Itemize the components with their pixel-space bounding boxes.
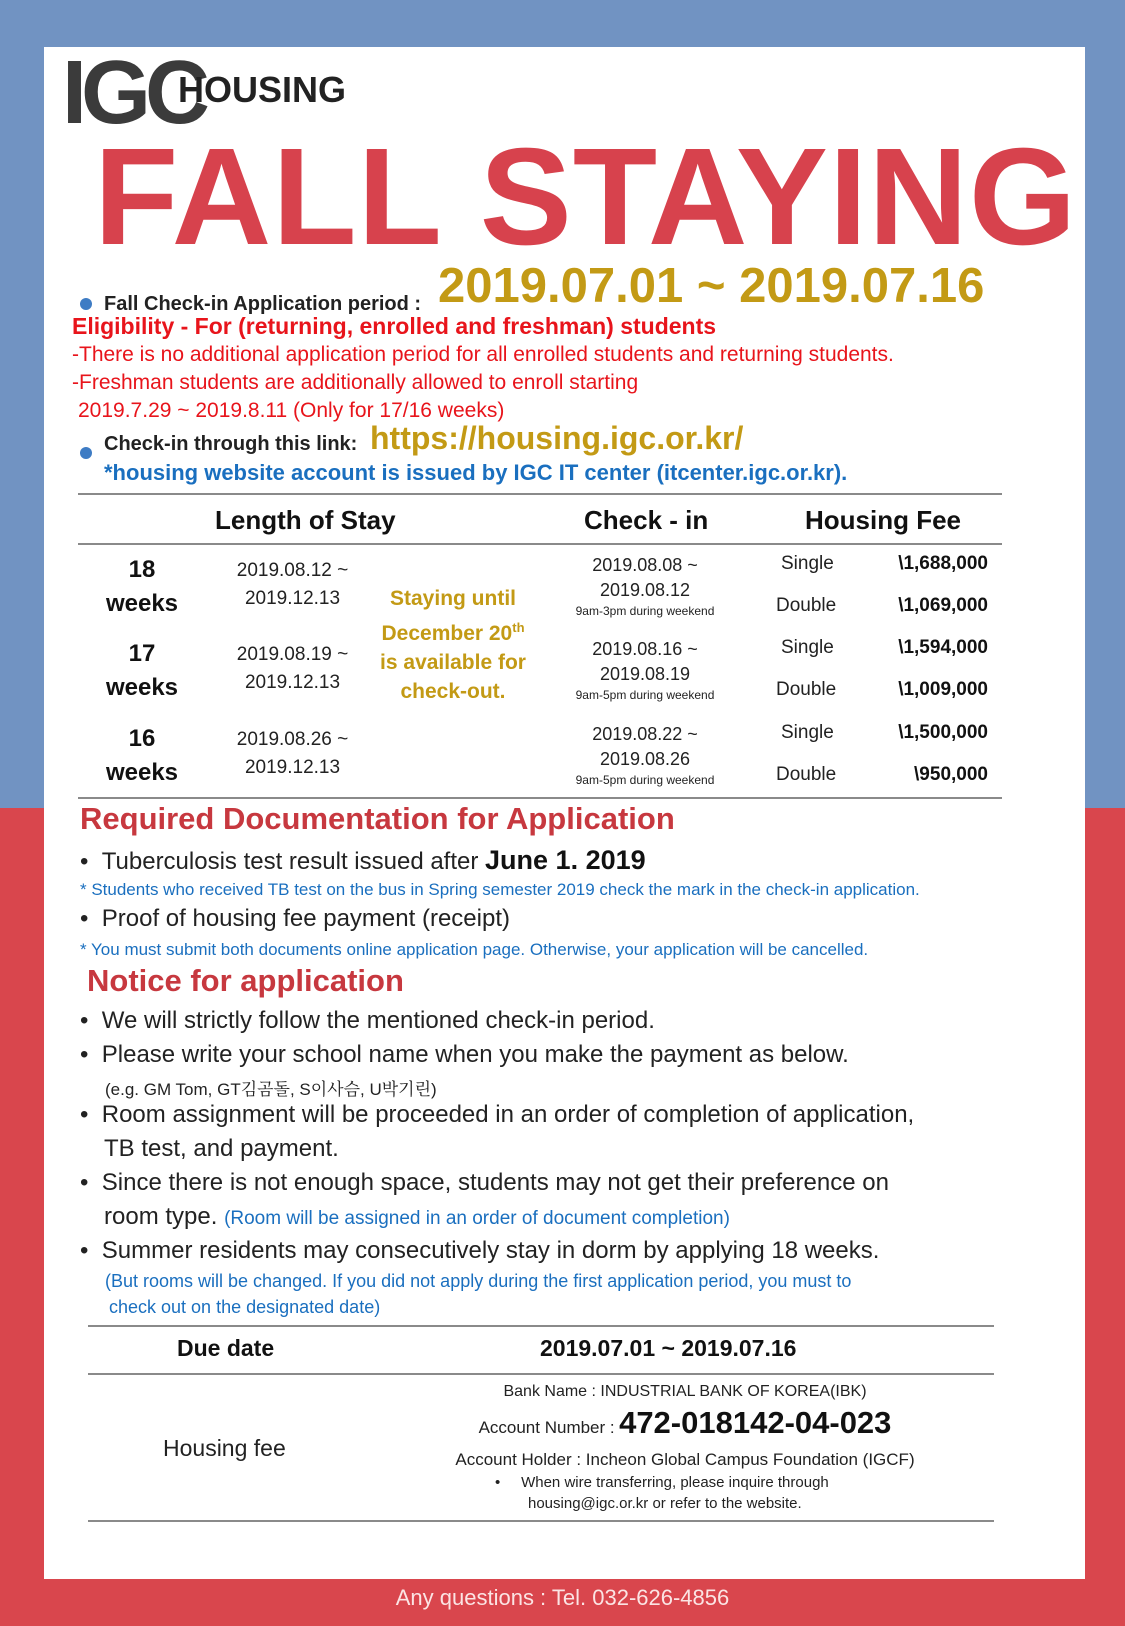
- weeks-word: weeks: [105, 759, 179, 786]
- eligibility-heading: Eligibility - For (returning, enrolled and freshman) students: [72, 313, 717, 339]
- notice-item-1-text: We will strictly follow the mentioned check-in period.: [101, 1007, 655, 1034]
- checkin-end: 2019.08.26: [599, 749, 691, 769]
- room-type-double: Double: [776, 595, 837, 616]
- stay-start: 2019.08.12 ~: [236, 560, 349, 581]
- logo-igc: IGC: [62, 43, 205, 143]
- bullet-icon: •: [495, 1474, 522, 1491]
- bank-name: Bank Name : INDUSTRIAL BANK OF KOREA(IBK): [503, 1383, 867, 1400]
- account-number-line: [440, 1405, 930, 1441]
- stay-end: 2019.12.13: [244, 757, 341, 778]
- fee-double: \1,069,000: [898, 595, 988, 616]
- table-weeks-cell: [90, 553, 194, 621]
- due-date-value: 2019.07.01 ~ 2019.07.16: [540, 1335, 797, 1361]
- notice-item-5-text: Summer residents may consecutively stay in dorm by applying 18 weeks.: [101, 1237, 880, 1264]
- bullet-icon: •: [80, 1237, 102, 1264]
- notice-item-4-note: (Room will be assigned in an order of document completion): [224, 1208, 730, 1229]
- fee-single: \1,594,000: [898, 637, 988, 658]
- notice-item-3: [80, 1101, 914, 1129]
- weeks-number: 16: [128, 725, 156, 752]
- documentation-heading: Required Documentation for Application: [80, 801, 675, 836]
- bullet-icon: •: [80, 1169, 102, 1196]
- notice-item-3-text: Room assignment will be proceeded in an order of completion of application,: [101, 1101, 915, 1128]
- checkin-link-url[interactable]: https://housing.igc.or.kr/: [370, 420, 744, 456]
- bullet-icon: •: [80, 1007, 102, 1034]
- account-number: 472-018142-04-023: [619, 1405, 892, 1440]
- weeks-word: weeks: [105, 590, 179, 617]
- table-stay-period: [210, 641, 375, 697]
- stay-end: 2019.12.13: [244, 672, 341, 693]
- documentation-item-1-text: Tuberculosis test result issued after: [101, 848, 479, 875]
- notice-item-3-cont: TB test, and payment.: [104, 1135, 339, 1162]
- table-stay-period: [210, 557, 375, 613]
- table-weeks-cell: [90, 722, 194, 790]
- due-date-label: Due date: [177, 1335, 275, 1361]
- checkin-link-note: *housing website account is issued by IGC IT center (itcenter.igc.or.kr).: [104, 460, 848, 485]
- payment-rule-bottom: [88, 1520, 994, 1522]
- fee-single: \1,500,000: [898, 722, 988, 743]
- room-type-single: Single: [781, 722, 834, 743]
- notice-item-5-note-b: check out on the designated date): [109, 1297, 381, 1317]
- room-type-double: Double: [776, 764, 837, 785]
- documentation-item-2: [80, 905, 510, 933]
- table-rule-bottom: [78, 797, 1002, 799]
- weeks-number: 18: [128, 556, 156, 583]
- wire-note-a: [495, 1474, 829, 1491]
- eligibility-line-2: -Freshman students are additionally allowed to enroll starting: [72, 371, 639, 394]
- weeks-number: 17: [128, 640, 156, 667]
- bullet-icon: •: [80, 1101, 102, 1128]
- wire-note-a-text: When wire transferring, please inquire through: [521, 1474, 829, 1491]
- housing-fee-label: Housing fee: [163, 1435, 286, 1461]
- stay-start: 2019.08.19 ~: [236, 644, 349, 665]
- room-type-double: Double: [776, 679, 837, 700]
- bullet-icon: •: [80, 848, 102, 875]
- documentation-item-1: [80, 845, 646, 876]
- table-weeks-cell: [90, 637, 194, 705]
- notice-item-4: [80, 1169, 889, 1197]
- header-length-of-stay: Length of Stay: [215, 505, 396, 535]
- payment-rule-mid: [88, 1373, 994, 1375]
- documentation-item-2-text: Proof of housing fee payment (receipt): [101, 905, 510, 932]
- table-rule-top: [78, 493, 1002, 495]
- fee-double: \1,009,000: [898, 679, 988, 700]
- table-checkin-period: [560, 637, 730, 703]
- footer-contact: Any questions : Tel. 032-626-4856: [395, 1585, 730, 1610]
- notice-item-4-cont: [104, 1203, 730, 1231]
- room-type-single: Single: [781, 637, 834, 658]
- notice-item-2-text: Please write your school name when you make the payment as below.: [101, 1041, 849, 1068]
- room-type-single: Single: [781, 553, 834, 574]
- checkin-note: 9am-5pm during weekend: [575, 688, 715, 702]
- table-rule-header: [78, 543, 1002, 545]
- logo-housing: HOUSING: [178, 69, 347, 110]
- header-housing-fee: Housing Fee: [805, 505, 962, 535]
- documentation-note-1: * Students who received TB test on the bus in Spring semester 2019 check the mark in the check-in application.: [80, 880, 920, 899]
- notice-heading: Notice for application: [87, 963, 404, 998]
- header-check-in: Check - in: [584, 505, 709, 535]
- notice-item-2-example: (e.g. GM Tom, GT김곰돌, S이사슴, U박기린): [105, 1080, 437, 1099]
- checkin-end: 2019.08.19: [599, 664, 691, 684]
- application-period-value: 2019.07.01 ~ 2019.07.16: [438, 259, 985, 313]
- eligibility-line-1: -There is no additional application period for all enrolled students and returning students.: [72, 343, 894, 366]
- checkin-link-label: Check-in through this link:: [104, 433, 358, 455]
- fee-double: \950,000: [914, 764, 988, 785]
- notice-item-5-note-a: (But rooms will be changed. If you did not apply during the first application period, you must to: [105, 1271, 852, 1291]
- account-holder: Account Holder : Incheon Global Campus Foundation (IGCF): [455, 1450, 915, 1469]
- table-checkin-period: [560, 553, 730, 619]
- page-title: FALL STAYING: [94, 120, 1078, 274]
- stay-end: 2019.12.13: [244, 588, 341, 609]
- checkin-note: 9am-3pm during weekend: [575, 604, 715, 618]
- notice-item-4-text: Since there is not enough space, students may not get their preference on: [101, 1169, 889, 1196]
- bullet-icon: •: [80, 1041, 102, 1068]
- staying-note: Staying until December 20th is available for check-out.: [380, 587, 526, 703]
- notice-item-5: [80, 1237, 879, 1265]
- checkin-start: 2019.08.16 ~: [592, 639, 698, 659]
- notice-item-4-text-b: room type.: [104, 1203, 218, 1230]
- application-period-label: Fall Check-in Application period :: [104, 293, 422, 315]
- wire-note-b: housing@igc.or.kr or refer to the website.: [528, 1495, 802, 1512]
- notice-item-2: [80, 1041, 849, 1069]
- eligibility-line-3: 2019.7.29 ~ 2019.8.11 (Only for 17/16 weeks): [78, 399, 505, 422]
- account-number-label: Account Number :: [478, 1418, 615, 1437]
- documentation-note-2: * You must submit both documents online application page. Otherwise, your application will be cancelled.: [80, 940, 869, 959]
- notice-item-1: [80, 1007, 655, 1035]
- checkin-start: 2019.08.22 ~: [592, 724, 698, 744]
- fee-single: \1,688,000: [898, 553, 988, 574]
- bullet-dot-icon: [80, 447, 92, 459]
- checkin-end: 2019.08.12: [599, 580, 691, 600]
- table-checkin-period: [560, 722, 730, 788]
- documentation-item-1-date: June 1. 2019: [485, 845, 646, 875]
- bullet-dot-icon: [80, 298, 92, 310]
- checkin-start: 2019.08.08 ~: [592, 555, 698, 575]
- stay-start: 2019.08.26 ~: [236, 729, 349, 750]
- payment-rule-top: [88, 1325, 994, 1327]
- weeks-word: weeks: [105, 674, 179, 701]
- bullet-icon: •: [80, 905, 102, 932]
- table-stay-period: [210, 726, 375, 782]
- checkin-note: 9am-5pm during weekend: [575, 773, 715, 787]
